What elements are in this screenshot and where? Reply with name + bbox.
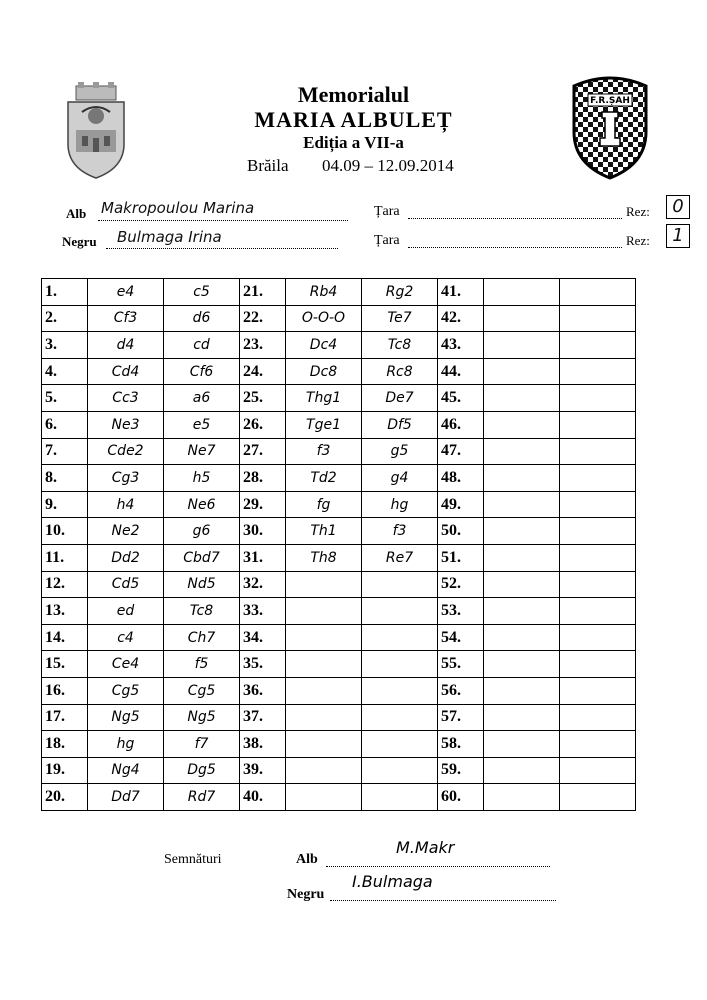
move-number: 58.: [438, 731, 484, 758]
signature-black-label: Negru: [287, 887, 325, 902]
table-row: [42, 385, 636, 412]
move-number: 45.: [438, 385, 484, 412]
black-move: Te7: [362, 305, 438, 332]
black-move: [362, 571, 438, 598]
move-number: 40.: [240, 784, 286, 811]
move-number: 18.: [42, 731, 88, 758]
move-number: 55.: [438, 651, 484, 678]
white-move: Rb4: [286, 279, 362, 306]
white-move: [286, 757, 362, 784]
white-move: [484, 438, 560, 465]
black-move: d6: [164, 305, 240, 332]
move-number: 8.: [42, 465, 88, 492]
white-country-label: Țara: [374, 204, 400, 219]
white-move: [484, 411, 560, 438]
black-move: e5: [164, 411, 240, 438]
move-number: 14.: [42, 624, 88, 651]
move-number: 1.: [42, 279, 88, 306]
table-row: [42, 624, 636, 651]
signature-white-line: [326, 866, 550, 867]
black-move: Re7: [362, 544, 438, 571]
move-number: 24.: [240, 358, 286, 385]
white-move: [286, 677, 362, 704]
white-move: [484, 332, 560, 359]
white-move: fg: [286, 491, 362, 518]
white-result-box: 0: [666, 195, 690, 219]
white-move: [484, 784, 560, 811]
white-move: d4: [88, 332, 164, 359]
white-move: [484, 518, 560, 545]
white-move: Dc4: [286, 332, 362, 359]
white-move: c4: [88, 624, 164, 651]
move-number: 28.: [240, 465, 286, 492]
white-move: Tge1: [286, 411, 362, 438]
black-move: [560, 518, 636, 545]
signature-white-label: Alb: [296, 852, 318, 867]
black-move: Cg5: [164, 677, 240, 704]
black-move: [362, 598, 438, 625]
white-move: Dd7: [88, 784, 164, 811]
black-name-line: [106, 248, 338, 249]
black-move: [560, 544, 636, 571]
signature-black: I.Bulmaga: [352, 872, 433, 891]
black-move: h5: [164, 465, 240, 492]
table-row: [42, 465, 636, 492]
move-number: 15.: [42, 651, 88, 678]
black-move: [560, 731, 636, 758]
move-number: 10.: [42, 518, 88, 545]
white-move: [484, 385, 560, 412]
black-move: [560, 571, 636, 598]
white-move: [484, 491, 560, 518]
table-row: [42, 491, 636, 518]
move-number: 29.: [240, 491, 286, 518]
white-move: Ng5: [88, 704, 164, 731]
move-number: 31.: [240, 544, 286, 571]
black-move: c5: [164, 279, 240, 306]
white-move: Dc8: [286, 358, 362, 385]
white-move: [286, 704, 362, 731]
move-number: 16.: [42, 677, 88, 704]
move-number: 35.: [240, 651, 286, 678]
move-number: 37.: [240, 704, 286, 731]
black-move: [560, 677, 636, 704]
black-move: cd: [164, 332, 240, 359]
move-number: 21.: [240, 279, 286, 306]
white-move: Td2: [286, 465, 362, 492]
black-move: [362, 704, 438, 731]
event-venue: Brăila: [247, 156, 289, 175]
black-move: [560, 757, 636, 784]
white-move: Cd5: [88, 571, 164, 598]
black-move: [560, 385, 636, 412]
move-number: 39.: [240, 757, 286, 784]
table-row: [42, 784, 636, 811]
black-move: [560, 624, 636, 651]
white-move: h4: [88, 491, 164, 518]
moves-table: [41, 278, 636, 811]
black-move: [362, 757, 438, 784]
white-move: [484, 358, 560, 385]
black-move: g6: [164, 518, 240, 545]
move-number: 2.: [42, 305, 88, 332]
move-number: 41.: [438, 279, 484, 306]
move-number: 53.: [438, 598, 484, 625]
black-move: [560, 784, 636, 811]
black-move: a6: [164, 385, 240, 412]
table-row: [42, 332, 636, 359]
move-number: 5.: [42, 385, 88, 412]
black-move: Tc8: [362, 332, 438, 359]
move-number: 52.: [438, 571, 484, 598]
black-move: [560, 279, 636, 306]
white-move: Cc3: [88, 385, 164, 412]
black-move: [362, 784, 438, 811]
move-number: 30.: [240, 518, 286, 545]
black-move: f3: [362, 518, 438, 545]
table-row: [42, 598, 636, 625]
move-number: 12.: [42, 571, 88, 598]
move-number: 43.: [438, 332, 484, 359]
table-row: [42, 544, 636, 571]
move-number: 33.: [240, 598, 286, 625]
white-move: [484, 571, 560, 598]
signature-white: M.Makr: [396, 838, 455, 857]
move-number: 7.: [42, 438, 88, 465]
move-number: 4.: [42, 358, 88, 385]
black-move: [362, 731, 438, 758]
move-number: 32.: [240, 571, 286, 598]
event-title-line2: MARIA ALBULEȚ: [254, 107, 453, 132]
move-number: 46.: [438, 411, 484, 438]
black-move: [362, 651, 438, 678]
signatures-label: Semnături: [164, 852, 222, 867]
white-move: [484, 465, 560, 492]
black-move: [560, 332, 636, 359]
white-move: Th1: [286, 518, 362, 545]
table-row: [42, 651, 636, 678]
white-move: [484, 757, 560, 784]
white-move: [286, 731, 362, 758]
white-move: [484, 651, 560, 678]
table-row: [42, 279, 636, 306]
white-player-name: Makropoulou Marina: [101, 199, 255, 217]
move-number: 6.: [42, 411, 88, 438]
black-move: [560, 411, 636, 438]
black-move: f5: [164, 651, 240, 678]
move-number: 60.: [438, 784, 484, 811]
move-number: 9.: [42, 491, 88, 518]
black-move: [560, 491, 636, 518]
white-move: [286, 624, 362, 651]
move-number: 22.: [240, 305, 286, 332]
white-move: Ng4: [88, 757, 164, 784]
move-number: 3.: [42, 332, 88, 359]
table-row: [42, 571, 636, 598]
white-move: [286, 651, 362, 678]
move-number: 57.: [438, 704, 484, 731]
move-number: 17.: [42, 704, 88, 731]
white-country-line: [408, 218, 622, 219]
black-move: [560, 651, 636, 678]
table-row: [42, 305, 636, 332]
white-move: Thg1: [286, 385, 362, 412]
move-number: 19.: [42, 757, 88, 784]
black-move: g5: [362, 438, 438, 465]
move-number: 13.: [42, 598, 88, 625]
black-move: [362, 624, 438, 651]
table-row: [42, 411, 636, 438]
white-move: [484, 624, 560, 651]
black-move: Ch7: [164, 624, 240, 651]
move-number: 25.: [240, 385, 286, 412]
white-move: Ne2: [88, 518, 164, 545]
white-move: Cg3: [88, 465, 164, 492]
black-move: Tc8: [164, 598, 240, 625]
move-number: 36.: [240, 677, 286, 704]
black-move: Ng5: [164, 704, 240, 731]
white-move: Cg5: [88, 677, 164, 704]
white-move: hg: [88, 731, 164, 758]
white-move: O-O-O: [286, 305, 362, 332]
white-result-label: Rez:: [626, 204, 650, 219]
black-move: De7: [362, 385, 438, 412]
black-move: [560, 305, 636, 332]
table-row: [42, 757, 636, 784]
table-row: [42, 677, 636, 704]
white-move: f3: [286, 438, 362, 465]
white-move: [286, 784, 362, 811]
black-move: Dg5: [164, 757, 240, 784]
move-number: 47.: [438, 438, 484, 465]
white-move: [484, 731, 560, 758]
black-move: [560, 358, 636, 385]
table-row: [42, 731, 636, 758]
white-move: Th8: [286, 544, 362, 571]
move-number: 49.: [438, 491, 484, 518]
black-country-line: [408, 247, 622, 248]
event-edition: Ediția a VII-a: [303, 133, 404, 152]
black-player-name: Bulmaga Irina: [117, 228, 222, 246]
move-number: 54.: [438, 624, 484, 651]
white-move: [286, 598, 362, 625]
white-move: Cd4: [88, 358, 164, 385]
black-move: Cbd7: [164, 544, 240, 571]
white-move: Cf3: [88, 305, 164, 332]
black-move: Rc8: [362, 358, 438, 385]
signature-black-line: [330, 900, 556, 901]
black-move: Rg2: [362, 279, 438, 306]
black-move: Cf6: [164, 358, 240, 385]
black-label: Negru: [62, 234, 97, 249]
white-label: Alb: [66, 206, 87, 221]
black-move: Nd5: [164, 571, 240, 598]
move-number: 42.: [438, 305, 484, 332]
move-number: 50.: [438, 518, 484, 545]
white-move: [484, 305, 560, 332]
white-move: [484, 677, 560, 704]
table-row: [42, 358, 636, 385]
white-name-line: [98, 220, 348, 221]
table-row: [42, 438, 636, 465]
black-move: [560, 465, 636, 492]
white-move: ed: [88, 598, 164, 625]
move-number: 48.: [438, 465, 484, 492]
black-country-label: Țara: [374, 233, 400, 248]
black-result-label: Rez:: [626, 233, 650, 248]
black-result-box: 1: [666, 224, 690, 248]
black-move: Rd7: [164, 784, 240, 811]
move-number: 56.: [438, 677, 484, 704]
black-move: g4: [362, 465, 438, 492]
white-move: Dd2: [88, 544, 164, 571]
move-number: 27.: [240, 438, 286, 465]
move-number: 20.: [42, 784, 88, 811]
black-move: hg: [362, 491, 438, 518]
black-move: Df5: [362, 411, 438, 438]
black-move: [560, 438, 636, 465]
white-move: Ce4: [88, 651, 164, 678]
event-title-line1: Memorialul: [297, 82, 410, 107]
black-move: [560, 598, 636, 625]
move-number: 59.: [438, 757, 484, 784]
table-row: [42, 704, 636, 731]
move-number: 11.: [42, 544, 88, 571]
move-number: 23.: [240, 332, 286, 359]
event-dates: 04.09 – 12.09.2014: [322, 156, 454, 175]
white-move: Ne3: [88, 411, 164, 438]
white-move: [484, 704, 560, 731]
black-move: f7: [164, 731, 240, 758]
black-move: Ne7: [164, 438, 240, 465]
white-move: Cde2: [88, 438, 164, 465]
move-number: 51.: [438, 544, 484, 571]
move-number: 34.: [240, 624, 286, 651]
move-number: 26.: [240, 411, 286, 438]
white-move: [484, 544, 560, 571]
white-move: [286, 571, 362, 598]
white-move: [484, 598, 560, 625]
logo-text: F.R.ȘAH: [590, 96, 630, 106]
white-move: e4: [88, 279, 164, 306]
white-move: [484, 279, 560, 306]
black-move: [560, 704, 636, 731]
move-number: 44.: [438, 358, 484, 385]
table-row: [42, 518, 636, 545]
black-move: [362, 677, 438, 704]
black-move: Ne6: [164, 491, 240, 518]
move-number: 38.: [240, 731, 286, 758]
